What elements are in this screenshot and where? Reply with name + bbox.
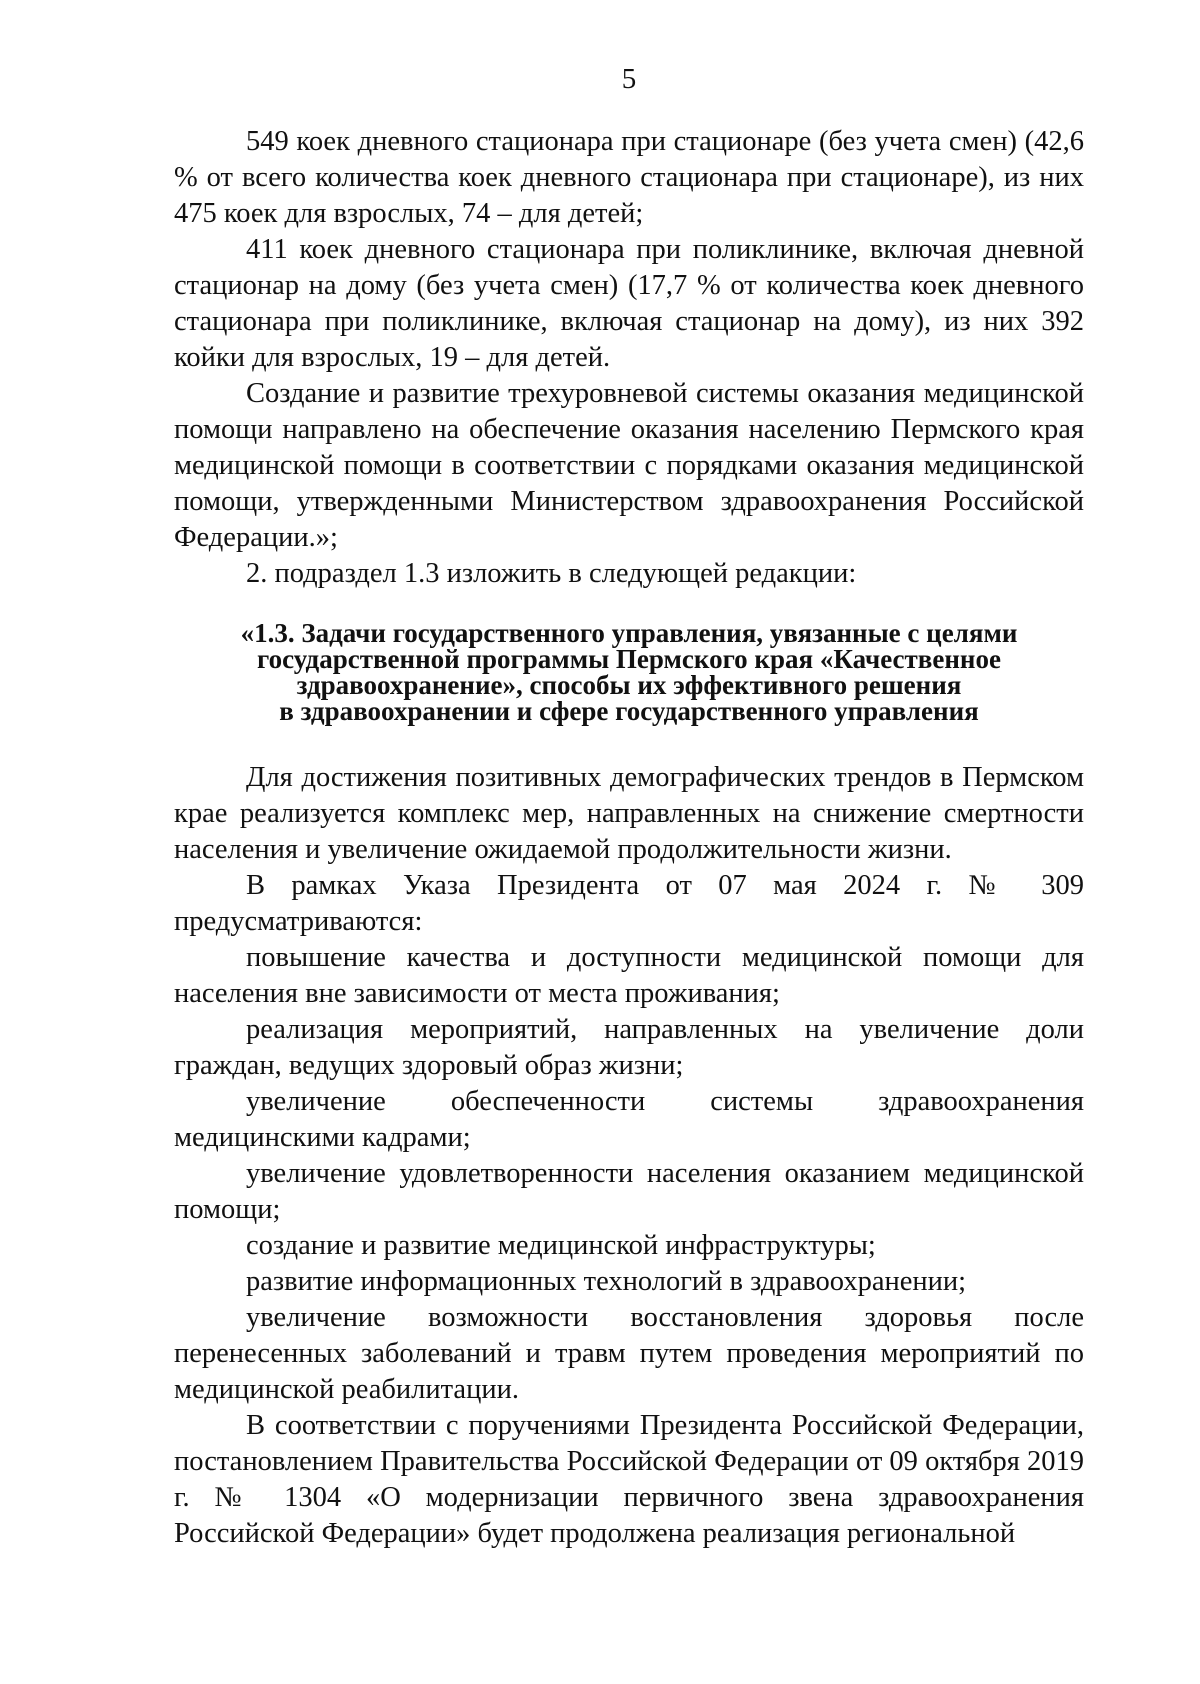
paragraph-subsection-instruction: 2. подраздел 1.3 изложить в следующей редакции: <box>246 558 857 589</box>
list-item: увеличение удовлетворенности населения оказанием медицинской помощи; <box>174 1158 1084 1225</box>
list-item: увеличение обеспеченности системы здравоохранения медицинскими кадрами; <box>174 1086 1084 1153</box>
page-number: 5 <box>621 63 637 95</box>
paragraph-presidential-decree: В рамках Указа Президента от 07 мая 2024 г. № 309 предусматриваются: <box>174 870 1084 937</box>
section-heading-line: «1.3. Задачи государственного управления, увязанные с целями <box>240 618 1018 648</box>
paragraph-beds-hospital: 549 коек дневного стационара при стационаре (без учета смен) (42,6 % от всего количества коек дневного стационара при стационаре), из них 475 коек для взрослых, 74 – для детей; <box>174 126 1084 229</box>
list-item: увеличение возможности восстановления здоровья после перенесенных заболеваний и травм путем проведения мероприятий по медицинской реабилитации. <box>174 1302 1084 1405</box>
paragraph-beds-polyclinic: 411 коек дневного стационара при поликлинике, включая дневной стационар на дому (без учета смен) (17,7 % от количества коек дневного стационара при поликлинике, включая стационар на дому), из них 392 койки для взрослых, 19 – для детей. <box>174 234 1084 373</box>
document-body <box>174 124 1084 1552</box>
list-item: реализация мероприятий, направленных на увеличение доли граждан, ведущих здоровый образ жизни; <box>174 1014 1084 1081</box>
section-heading-line: здравоохранение», способы их эффективного решения <box>296 670 962 700</box>
paragraph-demographic-trends: Для достижения позитивных демографических трендов в Пермском крае реализуется комплекс мер, направленных на снижение смертности населения и увеличение ожидаемой продолжительности жизни. <box>174 762 1084 865</box>
section-heading-line: в здравоохранении и сфере государственного управления <box>279 696 979 726</box>
paragraph-primary-care-modernization: В соответствии с поручениями Президента Российской Федерации, постановлением Правительства Российской Федерации от 09 октября 2019 г. № 1304 «О модернизации первичного звена здравоохранения Российской Федерации» будет продолжена реализация региональной <box>174 1410 1084 1549</box>
list-item: создание и развитие медицинской инфраструктуры; <box>246 1230 876 1261</box>
list-item: повышение качества и доступности медицинской помощи для населения вне зависимости от места проживания; <box>174 942 1084 1009</box>
paragraph-three-level-system: Создание и развитие трехуровневой системы оказания медицинской помощи направлено на обеспечение оказания населению Пермского края медицинской помощи в соответствии с порядками оказания медицинской помощи, утвержденными Министерством здравоохранения Российской Федерации.»; <box>174 378 1084 553</box>
section-heading-line: государственной программы Пермского края «Качественное <box>257 644 1001 674</box>
section-heading <box>174 620 1084 724</box>
list-item: развитие информационных технологий в здравоохранении; <box>246 1266 967 1297</box>
